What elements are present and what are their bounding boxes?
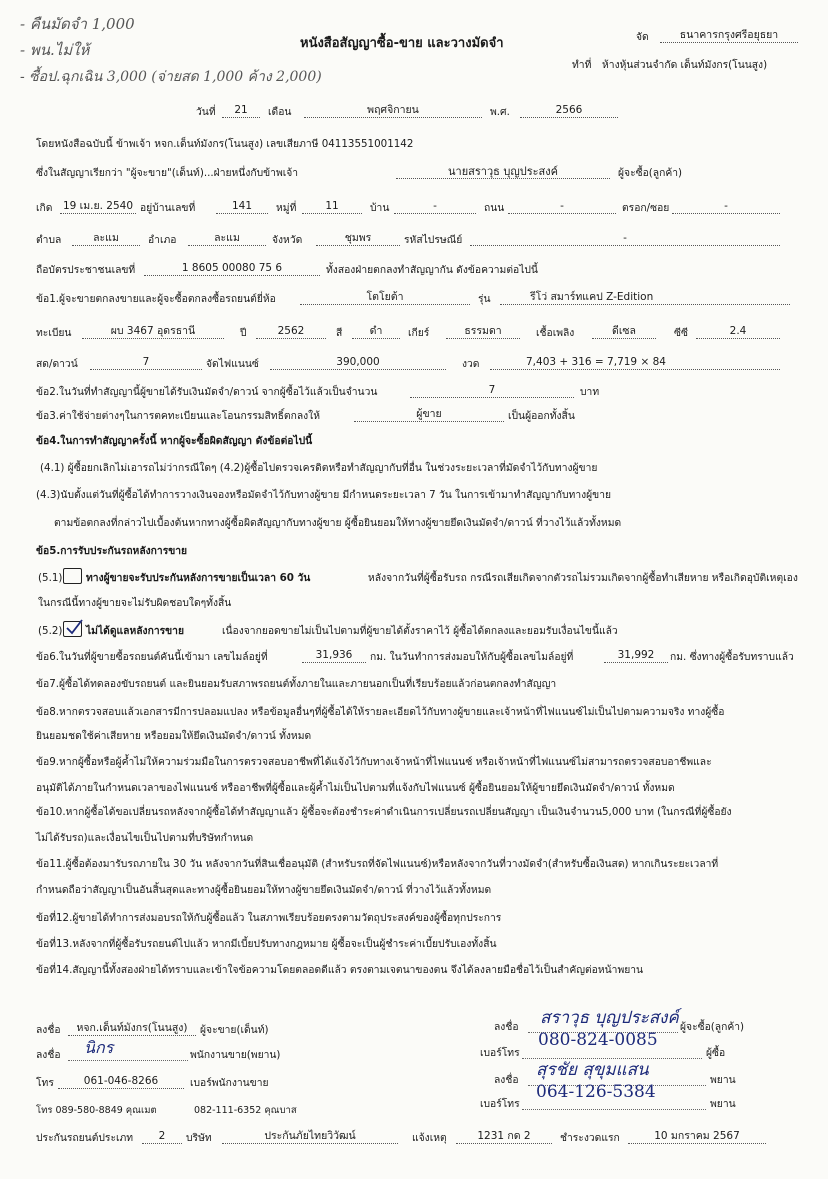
postcode-value: -: [470, 232, 780, 246]
staff-phone: 061-046-8266: [58, 1075, 184, 1089]
clause-3: ข้อ3.ค่าใช้จ่ายต่างๆในการตคทะเบียนและโอนกรรมสิทธิ์ตกลงให้: [36, 410, 320, 422]
buyer-label-2: ผู้ซื้อ: [706, 1047, 726, 1059]
clause-3-post: เป็นผู้ออกทั้งสิ้น: [508, 410, 575, 422]
parties-intro: โดยหนังสือฉบับนี้ ข้าพเจ้า หจก.เด็นท์มังกร(โนนสูง) เลขเสียภาษี 04113551001142: [36, 138, 414, 150]
clause-2: ข้อ2.ในวันที่ทำสัญญานี้ผู้ขายได้รับเงินมัดจำ/ดาวน์ จากผู้ซื้อไว้แล้วเป็นจำนวน: [36, 386, 378, 398]
buyer-sign-label: ลงชื่อ: [494, 1021, 519, 1033]
model-label: รุ่น: [478, 293, 491, 305]
year-label: ปี: [240, 327, 247, 339]
soi-label: ตรอก/ซอย: [622, 202, 670, 214]
date-year: 2566: [520, 104, 618, 118]
insurance-company: ประกันภัยไทยวิวัฒน์: [222, 1130, 398, 1144]
clause-4-3b: ตามข้อตกลงที่กล่าวไปเบื้องต้นหากทางผู้ซื้อผิดสัญญากับทางผู้ขาย ผู้ซื้อยินยอมให้ทางผู้ขายยึดเงินมัดจำ/ดาวน์ ที่วางไว้แล้วทั้งหมด: [54, 517, 622, 529]
witness-sign-label: ลงชื่อ: [494, 1074, 519, 1086]
document-title: หนังสือสัญญาซื้อ-ขาย และวางมัดจำ: [300, 36, 504, 51]
notify-value: 1231 กด 2: [456, 1130, 552, 1144]
insurance-type: 2: [142, 1130, 182, 1144]
witness-phone: 064-126-5384: [536, 1082, 656, 1102]
car-brand: โตโยต้า: [300, 291, 470, 305]
handwritten-note-1: - คืนมัดจำ 1,000: [20, 15, 135, 33]
tambon-value: ละแม: [72, 232, 140, 246]
buyer-role: ผู้จะซื้อ(ลูกค้า): [680, 1021, 745, 1033]
clause-12: ข้อที่12.ผู้ขายได้ทำการส่งมอบรถให้กับผู้ซื้อแล้ว ในสภาพเรียบร้อยตรงตามวัตถุประสงค์ของผู้ซื้อทุกประการ: [36, 912, 502, 924]
date-day: 21: [222, 104, 260, 118]
car-finance: 390,000: [270, 356, 446, 370]
witness-role: พยาน: [710, 1074, 736, 1086]
clause-13: ข้อที่13.หลังจากที่ผู้ซื้อรับรถยนต์ไปแล้ว หากมีเบี้ยปรับทางกฎหมาย ผู้ซื้อจะเป็นผู้ชำระค่าเบี้ยปรับเองทั้งสิ้น: [36, 938, 497, 950]
car-color: ดำ: [352, 325, 400, 339]
clause-5-heading: ข้อ5.การรับประกันรถหลังการขาย: [36, 545, 188, 557]
clause-10b: ไม่ได้รับรถ)และเงื่อนไขเป็นไปตามที่บริษัทกำหนด: [36, 832, 254, 844]
born-value: 19 เม.ย. 2540: [60, 200, 136, 214]
house-value: 141: [216, 200, 268, 214]
clause-6-mid: กม. ในวันทำการส่งมอบให้กับผู้ซื้อเลขไมล์อยู่ที่: [370, 651, 574, 663]
village-value: -: [394, 200, 476, 214]
insurance-label: ประกันรถยนต์ประเภท: [36, 1132, 134, 1144]
car-reg: ผบ 3467 อุดรธานี: [82, 325, 224, 339]
deposit-amount: 7: [410, 384, 574, 398]
witness-phone-line: [522, 1109, 706, 1110]
contact-1: โทร 089-580-8849 คุณเมต: [36, 1105, 157, 1116]
clause-4-heading: ข้อ4.ในการทำสัญญาครั้งนี้ หากผู้จะซื้อผิดสัญญา ดังข้อต่อไปนี้: [36, 435, 313, 447]
witness-role-2: พยาน: [710, 1098, 736, 1110]
first-pay-label: ชำระงวดแรก: [560, 1132, 620, 1144]
warranty-checkbox: [63, 568, 82, 584]
staff-signature: นิกร: [84, 1038, 114, 1057]
contact-2: 082-111-6352 คุณบาส: [194, 1105, 297, 1116]
moo-value: 11: [302, 200, 362, 214]
clause-4-3a: (4.3)นับตั้งแต่วันที่ผู้ซื้อได้ทำการวางเงินจองหรือมัดจำไว้กับทางผู้ขาย มีกำหนดระยะเวลา 7 วัน ในการเข้ามาทำสัญญากับทางผู้ขาย: [36, 489, 612, 501]
insurance-company-label: บริษัท: [186, 1132, 212, 1144]
id-number: 1 8605 00080 75 6: [144, 262, 320, 276]
fuel-label: เชื้อเพลิง: [536, 327, 575, 339]
witness-signature: สุรชัย สุขุมแสน: [536, 1060, 649, 1080]
id-post: ทั้งสองฝ่ายตกลงทำสัญญากัน ดังข้อความต่อไปนี้: [326, 264, 538, 276]
clause-5-1-rest: หลังจากวันที่ผู้ซื้อรับรถ กรณีรถเสียเกิดจากตัวรถไม่รวมเกิดจากผู้ซื้อทำเสียหาย หรือเกิดอุบัติเหตุเอง: [368, 572, 798, 584]
car-cc: 2.4: [696, 325, 780, 339]
staff-role: พนักงานขาย(พยาน): [190, 1049, 281, 1061]
postcode-label: รหัสไปรษณีย์: [404, 234, 463, 246]
buyer-phone: 080-824-0085: [538, 1030, 658, 1050]
clause-5-1-bold: ทางผู้ขายจะรับประกันหลังการขายเป็นเวลา 60 วัน: [86, 572, 311, 584]
fee-payer: ผู้ขาย: [354, 408, 504, 422]
clause-5-1-num: (5.1): [38, 572, 63, 584]
parties-line2: ซึ่งในสัญญาเรียกว่า "ผู้จะขาย"(เด็นท์)...ฝ่ายหนึ่งกับข้าพเจ้า: [36, 167, 299, 179]
tambon-label: ตำบล: [36, 234, 62, 246]
fin-label: จัดไฟแนนซ์: [206, 358, 259, 370]
mileage-in: 31,936: [302, 649, 366, 663]
staff-sign-label: ลงชื่อ: [36, 1049, 61, 1061]
date-month: พฤศจิกายน: [304, 104, 482, 118]
buyer-name: นายสราวุธ บุญประสงค์: [396, 165, 610, 179]
date-year-label: พ.ศ.: [490, 106, 510, 118]
clause-8b: ยินยอมชดใช้ค่าเสียหาย หรือยอมให้ยึดเงินมัดจำ/ดาวน์ ทั้งหมด: [36, 730, 312, 742]
car-year: 2562: [256, 325, 326, 339]
car-fuel: ดีเซล: [592, 325, 656, 339]
clause-9b: อนุมัติได้ภายในกำหนดเวลาของไฟแนนซ์ หรืออาชีพที่ผู้ซื้อและผู้ค้ำไม่เป็นไปตามที่แจ้งกับไฟแนนซ์ ผู้ซื้อยินยอมให้ผู้ขายยึดเงินมัดจำ/ดาวน์ ทั้งหมด: [36, 782, 675, 794]
witness-phone-label: เบอร์โทร: [480, 1098, 520, 1110]
clause-5-2-rest: เนื่องจากยอดขายไม่เป็นไปตามที่ผู้ขายได้ตั้งราคาไว้ ผู้ซื้อได้ตกลงและยอมรับเงื่อนไขนี้แล้ว: [222, 625, 618, 637]
deposit-unit: บาท: [580, 386, 600, 398]
reg-label: ทะเบียน: [36, 327, 72, 339]
clause-14: ข้อที่14.สัญญานี้ทั้งสองฝ่ายได้ทราบและเข้าใจข้อความโดยตลอดดีแล้ว ตรงตามเจตนาของตน จึงได้ลงลายมือชื่อไว้เป็นสำคัญต่อหน้าพยาน: [36, 964, 644, 976]
village-label: บ้าน: [370, 202, 390, 214]
clause-8a: ข้อ8.หากตรวจสอบแล้วเอกสารมีการปลอมแปลง หรือข้อมูลอื่นๆที่ผู้ซื้อได้ให้รายละเอียดไว้กับทางผู้ขายและเจ้าหน้าที่ไฟแนนซ์ไม่เป็นไปตามความจริง ทางผู้ซื้อ: [36, 706, 725, 718]
clause-9a: ข้อ9.หากผู้ซื้อหรือผู้ค้ำไม่ให้ความร่วมมือในการตรวจสอบอาชีพที่ได้แจ้งไว้กับทางเจ้าหน้าที่ไฟแนนซ์ หรือเจ้าหน้าที่ไฟแนนซ์ไม่สามารถตรวจสอบอาชีพและ: [36, 756, 712, 768]
province-label: จังหวัด: [272, 234, 303, 246]
down-label: สด/ดาวน์: [36, 358, 78, 370]
car-down: 7: [90, 356, 202, 370]
house-label: อยู่บ้านเลขที่: [140, 202, 196, 214]
clause-11a: ข้อ11.ผู้ซื้อต้องมารับรถภายใน 30 วัน หลังจากวันที่สินเชื่ออนุมัติ (สำหรับรถที่จัดไฟแนนซ์)หรือหลังจากวันที่วางมัดจำ(สำหรับซื้อเงินสด) หากเกินระยะเวลาที่: [36, 858, 719, 870]
buyer-signature: สราวุธ บุญประสงค์: [540, 1008, 679, 1028]
clause-6-post: กม. ซึ่งทางผู้ซื้อรับทราบแล้ว: [670, 651, 794, 663]
notify-label: แจ้งเหตุ: [412, 1132, 447, 1144]
check-mark-icon: [64, 619, 83, 635]
clause-1-label: ข้อ1.ผู้จะขายตกลงขายและผู้จะซื้อตกลงซื้อรถยนต์ยี่ห้อ: [36, 293, 276, 305]
to-value: ธนาคารกรุงศรีอยุธยา: [660, 29, 798, 43]
moo-label: หมู่ที่: [276, 202, 297, 214]
buyer-label: ผู้จะซื้อ(ลูกค้า): [618, 167, 683, 179]
clause-5-2-num: (5.2): [38, 625, 63, 637]
staff-phone-label: เบอร์พนักงานขาย: [190, 1077, 269, 1089]
place-value: ห้างหุ้นส่วนจำกัด เด็นท์มังกร(โนนสูง): [602, 59, 768, 71]
id-label: ถือบัตรประชาชนเลขที่: [36, 264, 136, 276]
road-value: -: [508, 200, 616, 214]
amphoe-label: อำเภอ: [148, 234, 177, 246]
born-label: เกิด: [36, 202, 53, 214]
car-gear: ธรรมดา: [446, 325, 520, 339]
clause-5-2-bold: ไม่ได้ดูแลหลังการขาย: [86, 625, 184, 637]
gear-label: เกียร์: [408, 327, 430, 339]
inst-label: งวด: [462, 358, 480, 370]
phone-label: โทร: [36, 1077, 54, 1089]
date-month-label: เดือน: [268, 106, 292, 118]
handwritten-note-3: - ซื้อป.ฉุกเฉิน 3,000 (จ่ายสด 1,000 ค้าง 2,000): [20, 69, 322, 85]
color-label: สี: [336, 327, 343, 339]
date-day-label: วันที่: [196, 106, 216, 118]
amphoe-value: ละแม: [188, 232, 266, 246]
seller-role: ผู้จะขาย(เด็นท์): [200, 1024, 269, 1036]
first-pay-value: 10 มกราคม 2567: [628, 1130, 766, 1144]
soi-value: -: [672, 200, 780, 214]
clause-10a: ข้อ10.หากผู้ซื้อได้ขอเปลี่ยนรถหลังจากผู้ซื้อได้ทำสัญญาแล้ว ผู้ซื้อจะต้องชำระค่าดำเนินการเปลี่ยนรถเปลี่ยนสัญญา เป็นเงินจำนวน5,000 บาท (ในกรณีที่ผู้ซื้อยัง: [36, 806, 732, 818]
seller-name: หจก.เด็นท์มังกร(โนนสูง): [68, 1022, 196, 1036]
cc-label: ซีซี: [674, 327, 688, 339]
place-label: ทำที่: [572, 59, 592, 71]
clause-6-pre: ข้อ6.ในวันที่ผู้ขายซื้อรถยนต์คันนี้เข้ามา เลขไมล์อยู่ที่: [36, 651, 268, 663]
seller-sign-label: ลงชื่อ: [36, 1024, 61, 1036]
car-installment: 7,403 + 316 = 7,719 × 84: [490, 356, 780, 370]
buyer-phone-label: เบอร์โทร: [480, 1047, 520, 1059]
road-label: ถนน: [484, 202, 505, 214]
handwritten-note-2: - พน.ไม่ให้: [20, 41, 90, 59]
mileage-out: 31,992: [604, 649, 668, 663]
province-value: ชุมพร: [316, 232, 400, 246]
clause-7: ข้อ7.ผู้ซื้อได้ทดลองขับรถยนต์ และยินยอมรับสภาพรถยนต์ทั้งภายในและภายนอกเป็นที่เรียบร้อยแล้วก่อนตกลงทำสัญญา: [36, 678, 557, 690]
clause-5-1b: ในกรณีนี้ทางผู้ขายจะไม่รับผิดชอบใดๆทั้งสิ้น: [38, 597, 232, 609]
no-warranty-checkbox: [63, 621, 82, 637]
clause-4-1: (4.1) ผู้ซื้อยกเลิกไม่เอารถไม่ว่ากรณีใดๆ (4.2)ผู้ซื้อไปตรวจเครดิตหรือทำสัญญากับที่อื่น ในช่วงระยะเวลาที่มัดจำไว้กับทางผู้ขาย: [40, 462, 598, 474]
clause-11b: กำหนดถือว่าสัญญาเป็นอันสิ้นสุดและทางผู้ซื้อยินยอมให้ทางผู้ขายยึดเงินมัดจำ/ดาวน์ ที่วางไว้แล้วทั้งหมด: [36, 884, 492, 896]
to-label: จัด: [636, 31, 649, 43]
car-model: รีโว่ สมาร์ทแคป Z-Edition: [500, 291, 790, 305]
